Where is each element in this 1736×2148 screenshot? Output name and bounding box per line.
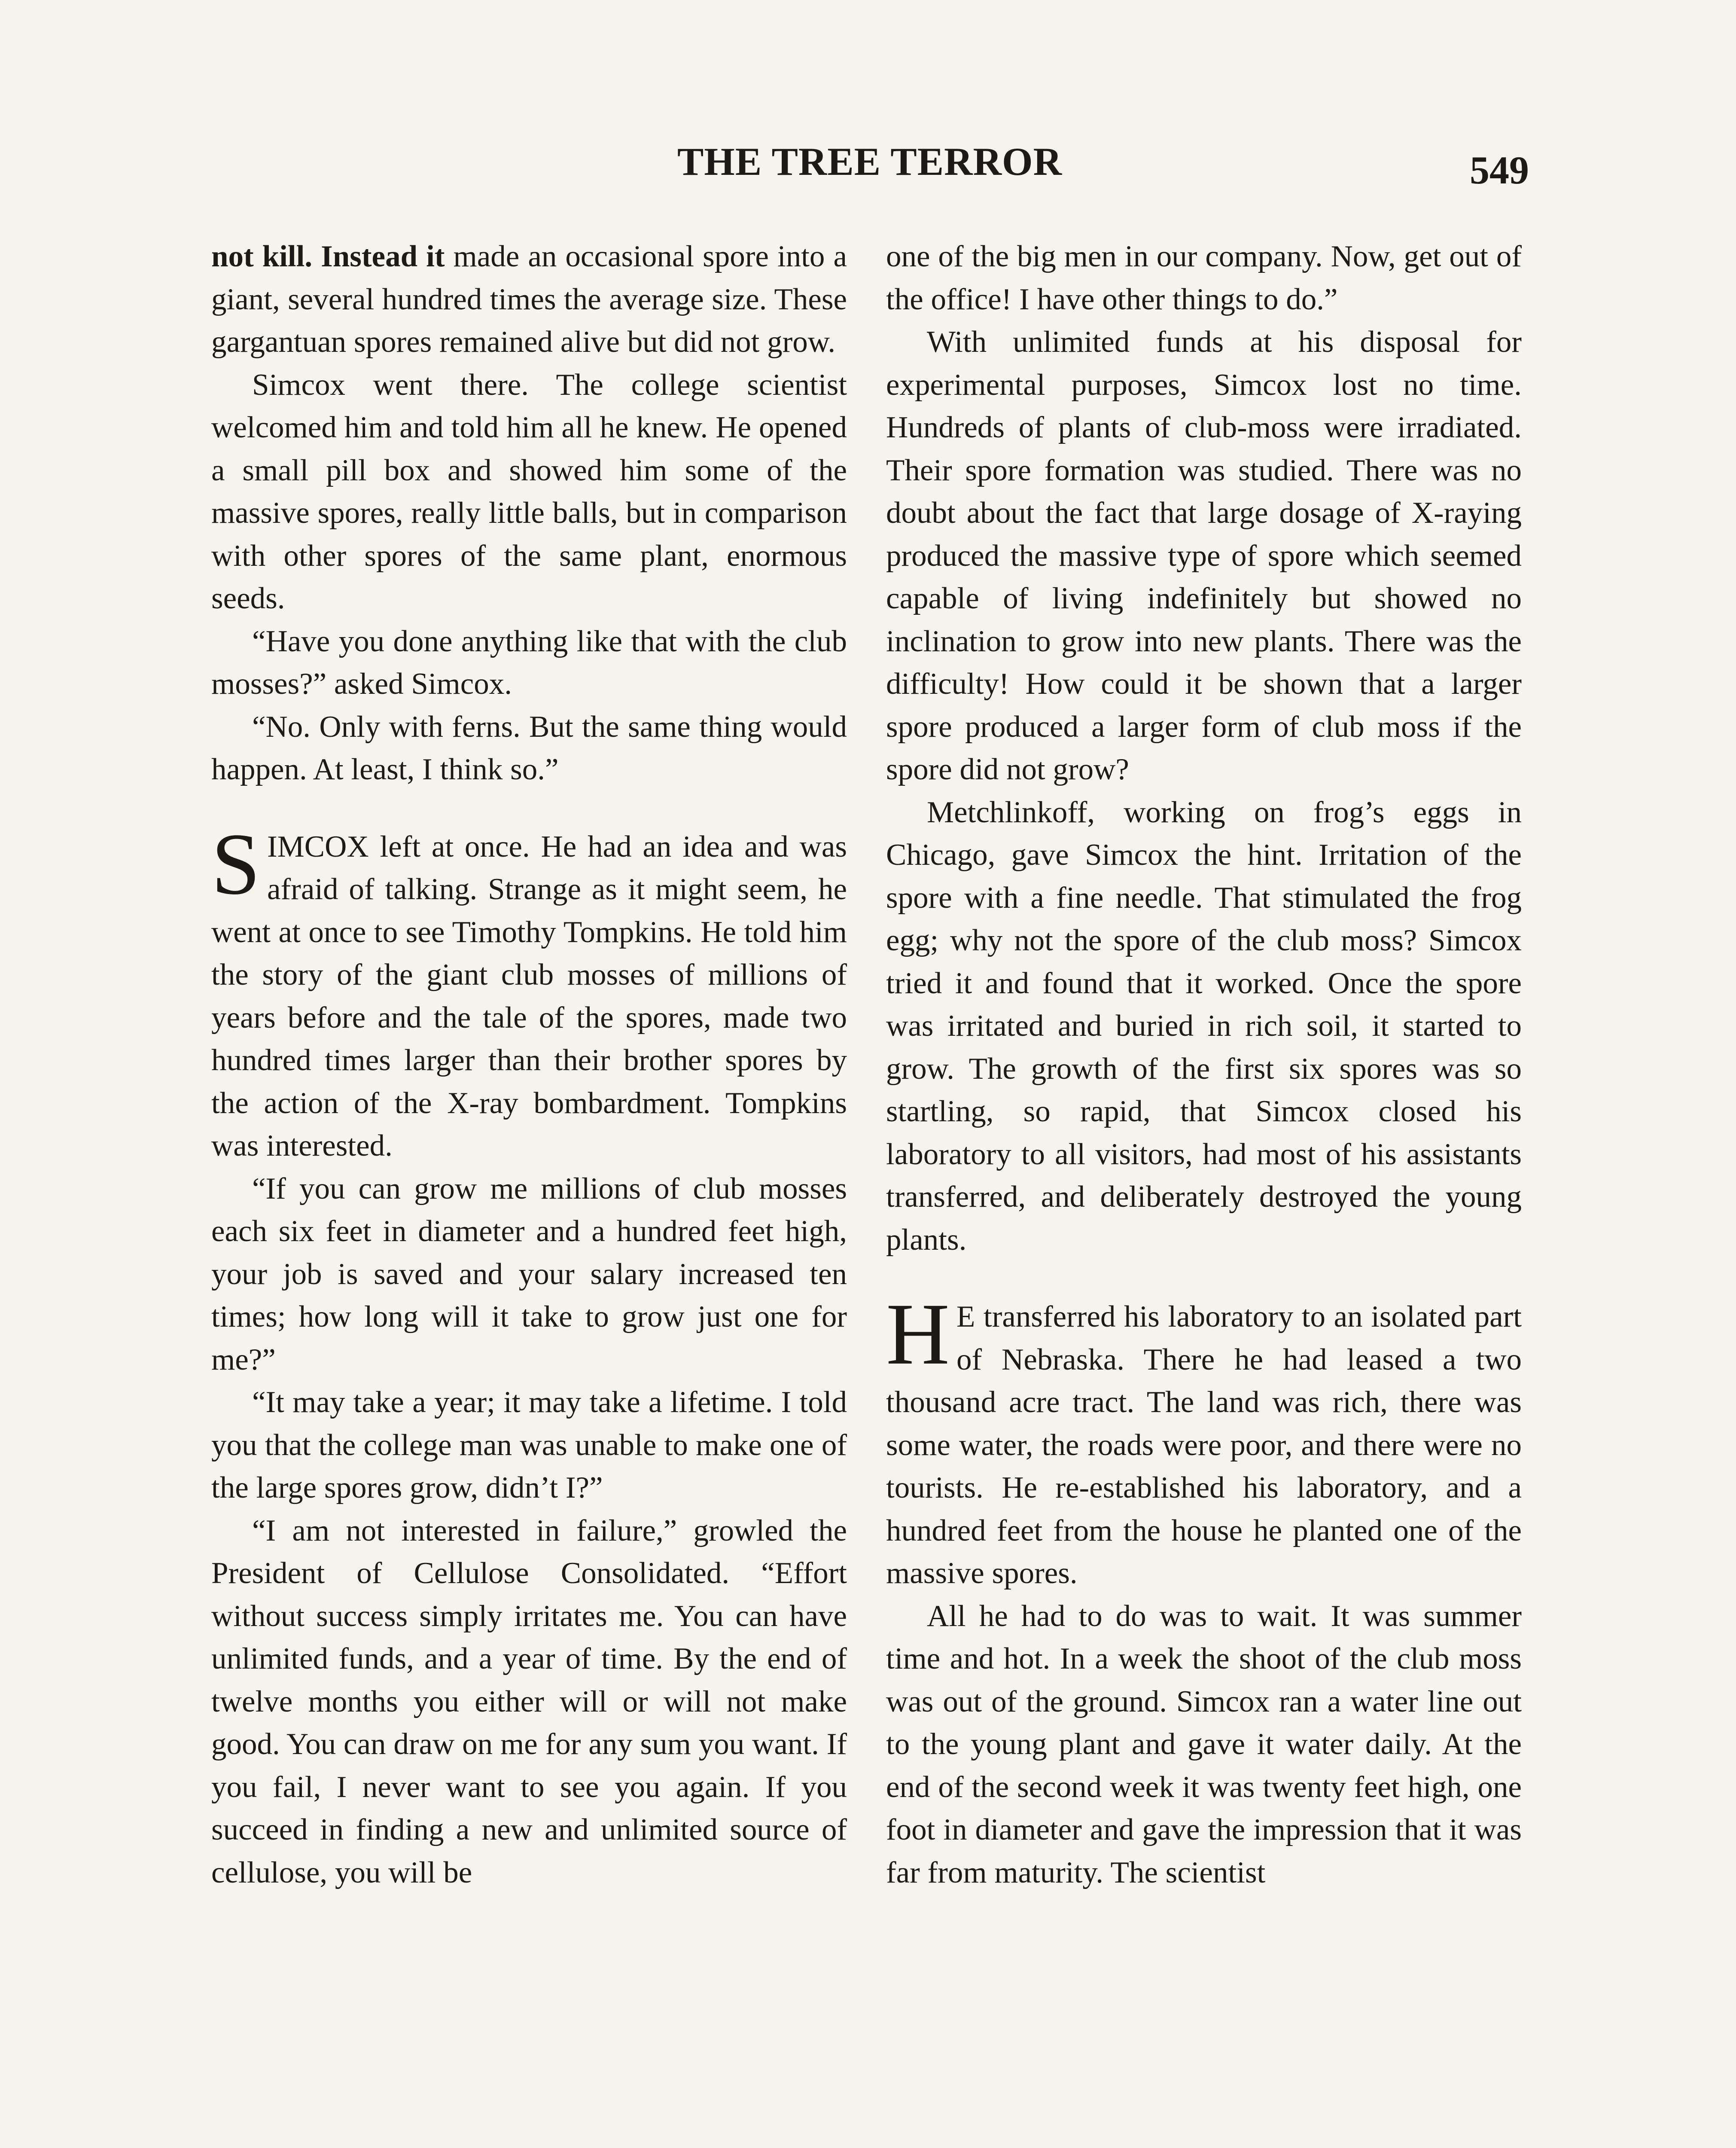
paragraph: All he had to do was to wait. It was summer time and hot. In a week the shoot of the club moss was out of the ground. Simcox ran a water line out to the young plant and gave it water daily. At the end of the second week it was twenty feet high, one foot in diameter and gave the impression that it was far from maturity. The scientist [886, 1599, 1522, 1889]
paragraph: “I am not interested in failure,” growled the President of Cellulose Consolidated. “Effort without success simply irritates me. You can have unlimited funds, and a year of time. By the end of twelve months you either will or will not make good. You can draw on me for any sum you want. If you fail, I never want to see you again. If you succeed in finding a new and unlimited source of cellulose, you will be [211, 1513, 847, 1889]
section-paragraph [886, 1285, 1522, 1595]
drop-cap: S [211, 815, 261, 913]
bold-lead-text: not kill. Instead it [211, 240, 445, 273]
paragraph: “Have you done anything like that with the club mosses?” asked Simcox. [211, 624, 847, 701]
paragraph-text: IMCOX left at once. He had an idea and was afraid of talking. Strange as it might seem, he went at once to see Timothy Tompkins. He told him the story of the giant club mosses of millions of years before and the tale of the spores, made two hundred times larger than their brother spores by the action of the X-ray bombardment. Tompkins was interested. [211, 830, 847, 1162]
paragraph: one of the big men in our company. Now, get out of the office! I have other things to do.” [886, 240, 1522, 316]
paragraph: “No. Only with ferns. But the same thing would happen. At least, I think so.” [211, 710, 847, 786]
running-title: THE TREE TERROR [677, 140, 1063, 183]
paragraph-text: made an occasional spore into a giant, several hundred times the average size. These gargantuan spores remained alive but did not grow. [211, 240, 847, 359]
right-column [886, 235, 1522, 1894]
paragraph-text: E transferred his laboratory to an isolated part of Nebraska. There he had leased a two thousand acre tract. The land was rich, there was some water, the roads were poor, and there were no tourists. He re-established his laboratory, and a hundred feet from the house he planted one of the massive spores. [886, 1300, 1522, 1590]
left-column [211, 235, 847, 1894]
paragraph: With unlimited funds at his disposal for experimental purposes, Simcox lost no time. Hundreds of plants of club-moss were irradiated. Their spore formation was studied. There was no doubt about the fact that large dosage of X-raying produced the massive type of spore which seemed capable of living indefinitely but showed no inclination to grow into new plants. There was the difficulty! How could it be shown that a larger spore produced a larger form of club moss if the spore did not grow? [886, 325, 1522, 786]
page-number: 549 [1470, 148, 1529, 192]
paragraph: Metchlinkoff, working on frog’s eggs in Chicago, gave Simcox the hint. Irritation of the spore with a fine needle. That stimulated the frog egg; why not the spore of the club moss? Simcox tried it and found that it worked. Once the spore was irritated and buried in rich soil, it started to grow. The growth of the first six spores was so startling, so rapid, that Simcox closed his laboratory to all visitors, had most of his assistants transferred, and deliberately destroyed the young plants. [886, 795, 1522, 1257]
paragraph: “If you can grow me millions of club mosses each six feet in diameter and a hundred feet high, your job is saved and your salary increased ten times; how long will it take to grow just one for me?” [211, 1172, 847, 1376]
paragraph: “It may take a year; it may take a lifetime. I told you that the college man was unable to make one of the large spores grow, didn’t I?” [211, 1385, 847, 1504]
paragraph: Simcox went there. The college scientist welcomed him and told him all he knew. He opened a small pill box and showed him some of the massive spores, really little balls, but in comparison with other spores of the same plant, enormous seeds. [211, 368, 847, 615]
section-paragraph [211, 815, 847, 1168]
drop-cap: H [886, 1285, 950, 1383]
paragraph [211, 235, 847, 364]
